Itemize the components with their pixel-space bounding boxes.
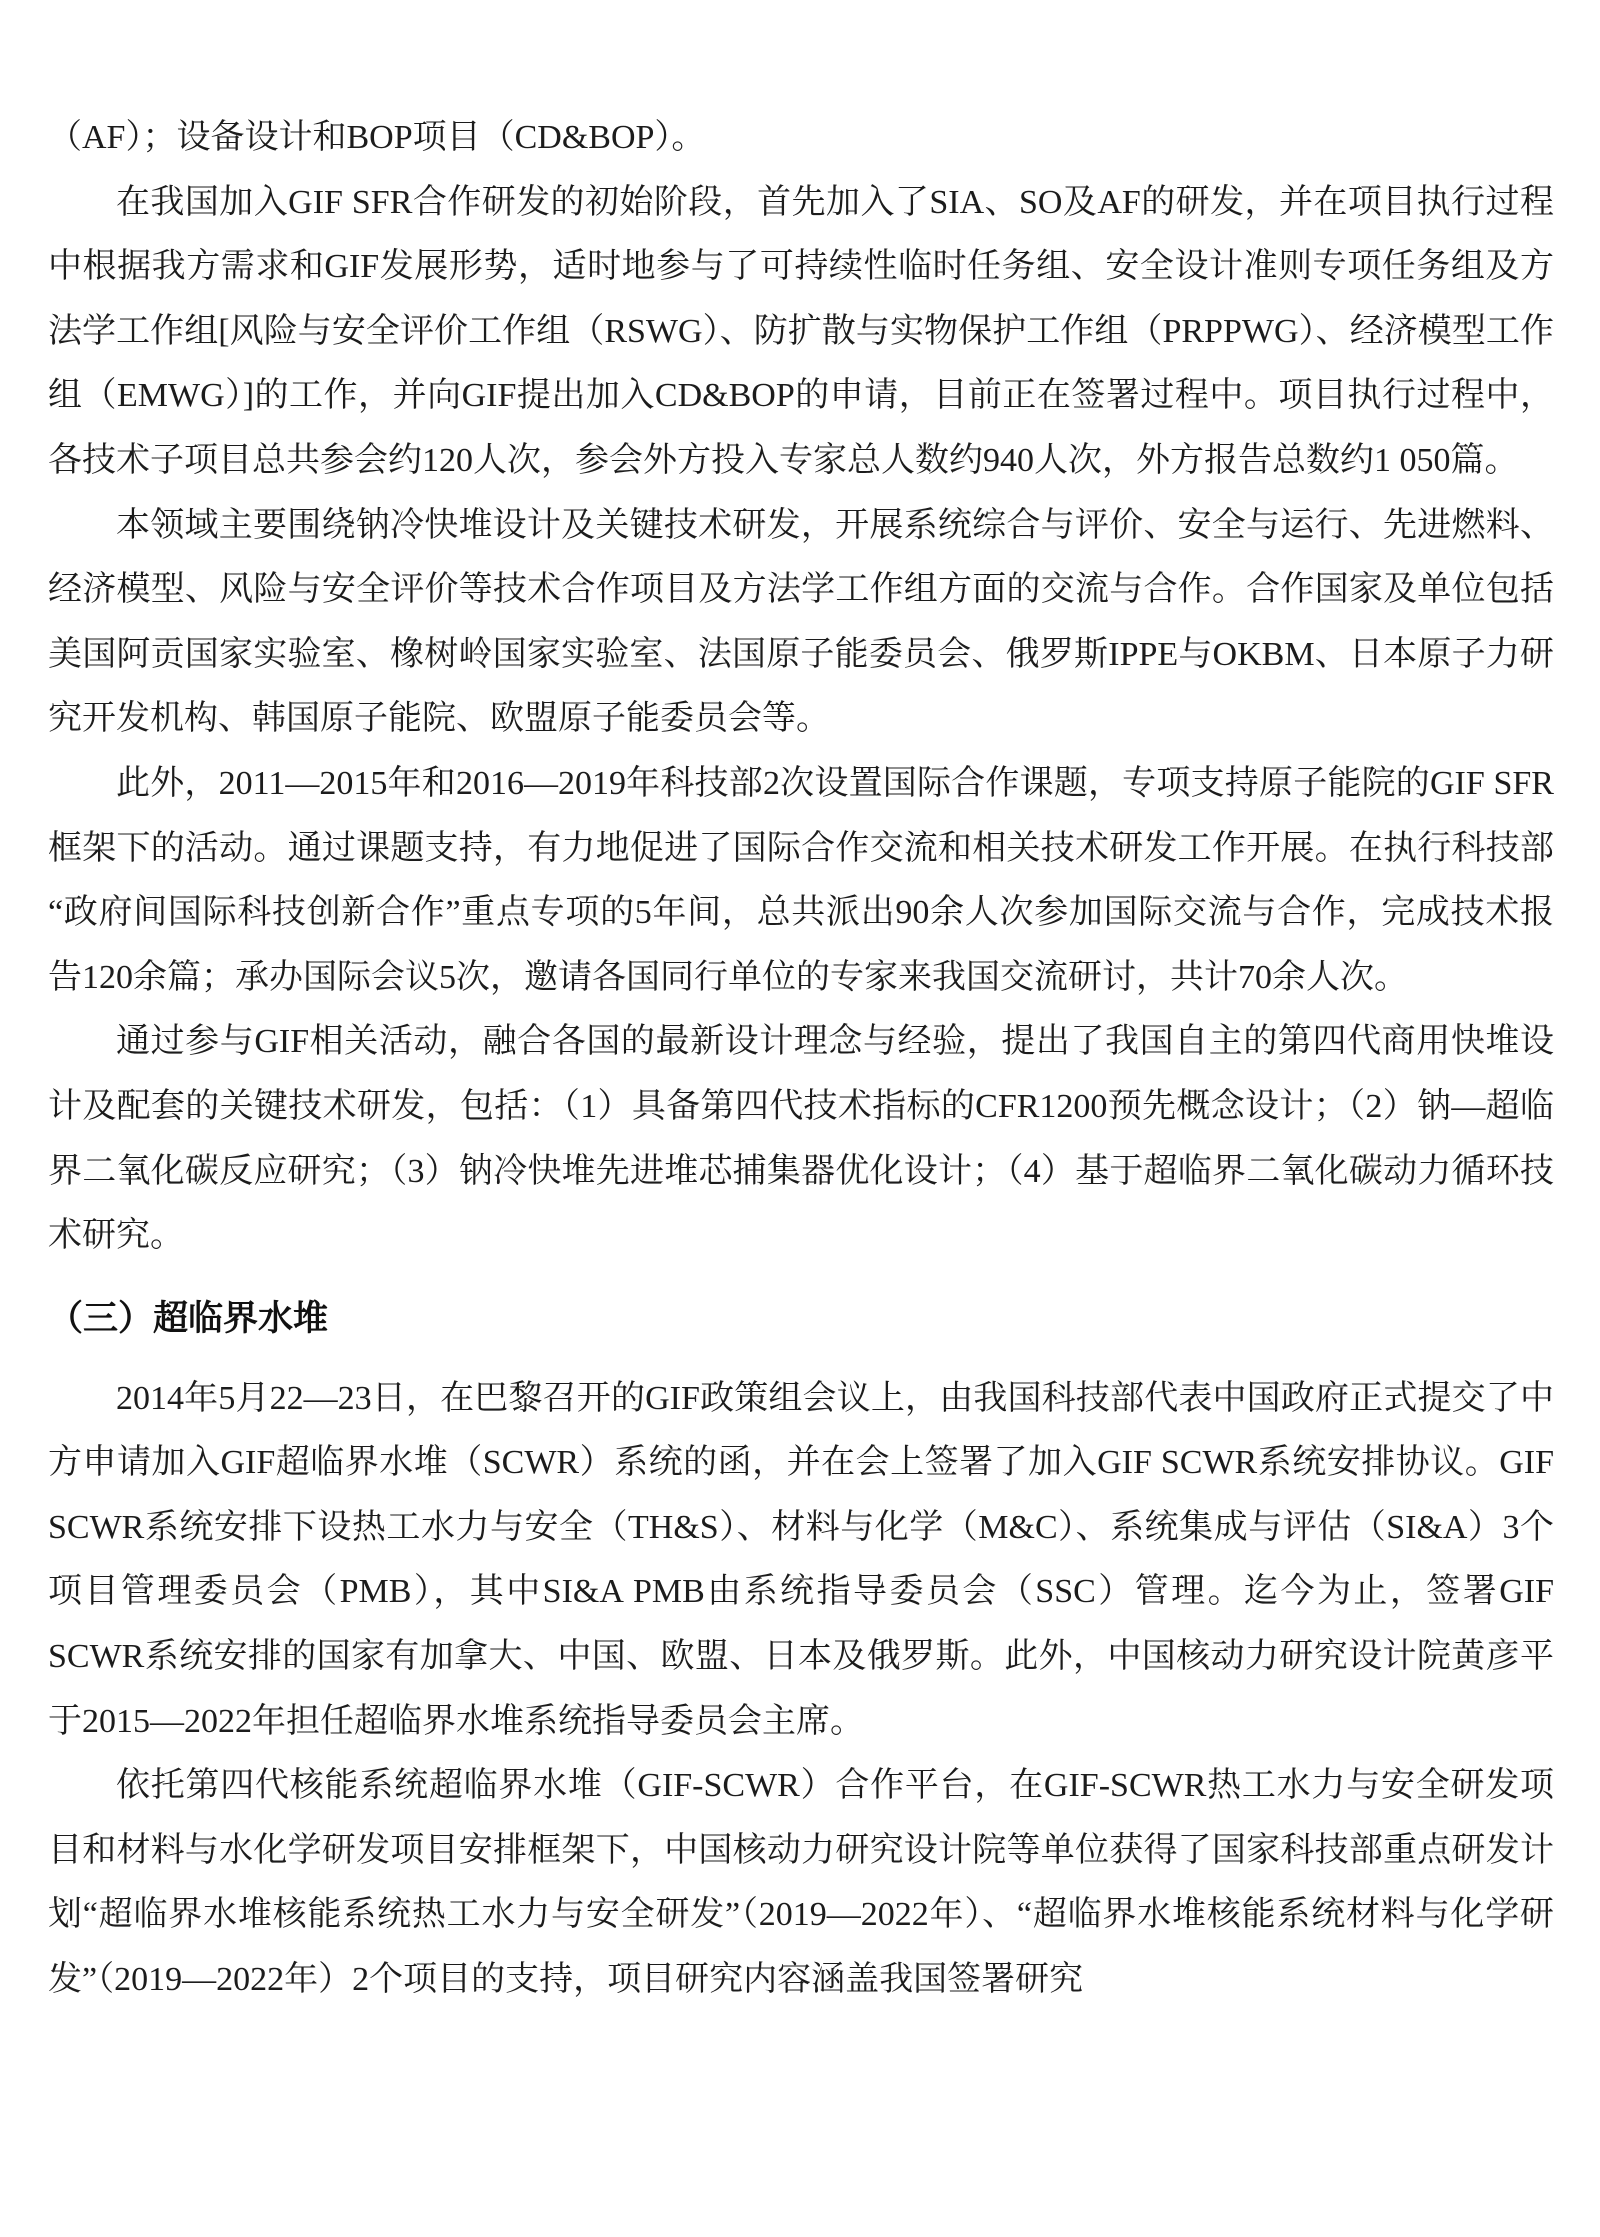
- paragraph: 在我国加入GIF SFR合作研发的初始阶段，首先加入了SIA、SO及AF的研发，并在项目执行过程中根据我方需求和GIF发展形势，适时地参与了可持续性临时任务组、安全设计准则专项任务组及方法学工作组[风险与安全评价工作组（RSWG）、防扩散与实物保护工作组（PRPPWG）、经济模型工作组（EMWG）]的工作，并向GIF提出加入CD&BOP的申请，目前正在签署过程中。项目执行过程中，各技术子项目总共参会约120人次，参会外方投入专家总人数约940人次，外方报告总数约1 050篇。: [48, 183, 1554, 479]
- paragraph: 本领域主要围绕钠冷快堆设计及关键技术研发，开展系统综合与评价、安全与运行、先进燃料、经济模型、风险与安全评价等技术合作项目及方法学工作组方面的交流与合作。合作国家及单位包括美国阿贡国家实验室、橡树岭国家实验室、法国原子能委员会、俄罗斯IPPE与OKBM、日本原子力研究开发机构、韩国原子能院、欧盟原子能委员会等。: [48, 506, 1554, 738]
- paragraph: 2014年5月22—23日，在巴黎召开的GIF政策组会议上，由我国科技部代表中国政府正式提交了中方申请加入GIF超临界水堆（SCWR）系统的函，并在会上签署了加入GIF SCWR系统安排协议。GIF SCWR系统安排下设热工水力与安全（TH&S）、材料与化学（M&C）、系统集成与评估（SI&A）3个项目管理委员会（PMB），其中SI&A PMB由系统指导委员会（SSC）管理。迄今为止，签署GIF SCWR系统安排的国家有加拿大、中国、欧盟、日本及俄罗斯。此外，中国核动力研究设计院黄彦平于2015—2022年担任超临界水堆系统指导委员会主席。: [48, 1379, 1554, 1740]
- paragraph: 通过参与GIF相关活动，融合各国的最新设计理念与经验，提出了我国自主的第四代商用快堆设计及配套的关键技术研发，包括：（1）具备第四代技术指标的CFR1200预先概念设计；（2）钠—超临界二氧化碳反应研究；（3）钠冷快堆先进堆芯捕集器优化设计；（4）基于超临界二氧化碳动力循环技术研究。: [48, 1023, 1554, 1255]
- paragraph: 依托第四代核能系统超临界水堆（GIF-SCWR）合作平台，在GIF-SCWR热工水力与安全研发项目和材料与水化学研发项目安排框架下，中国核动力研究设计院等单位获得了国家科技部重点研发计划“超临界水堆核能系统热工水力与安全研发”（2019—2022年）、“超临界水堆核能系统材料与化学研发”（2019—2022年）2个项目的支持，项目研究内容涵盖我国签署研究: [48, 1767, 1554, 1999]
- paragraph: 此外，2011—2015年和2016—2019年科技部2次设置国际合作课题，专项支持原子能院的GIF SFR框架下的活动。通过课题支持，有力地促进了国际合作交流和相关技术研发工作开展。在执行科技部“政府间国际科技创新合作”重点专项的5年间，总共派出90余人次参加国际交流与合作，完成技术报告120余篇；承办国际会议5次，邀请各国同行单位的专家来我国交流研讨，共计70余人次。: [48, 764, 1554, 996]
- section-heading: （三）超临界水堆: [48, 1298, 329, 1338]
- paragraph-continuation: （AF）；设备设计和BOP项目（CD&BOP）。: [48, 119, 706, 156]
